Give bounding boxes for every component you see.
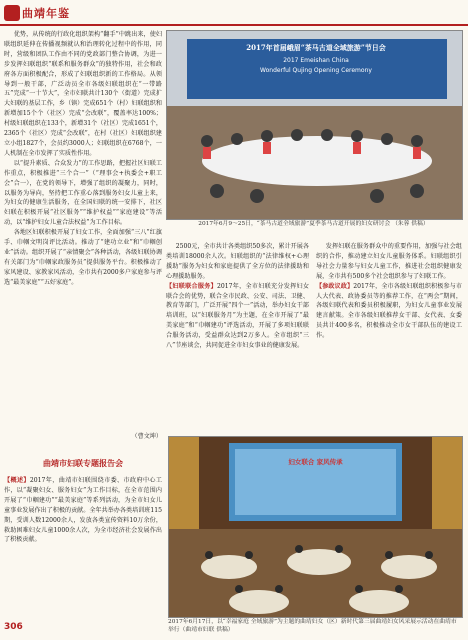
right-paragraph-2-text: 2017年，全市各级妇联组织积极参与市人大代表、政协委员等的推荐工作，在“两会”期间，各级妇联代表和委员积极履职，为妇女儿童事业发展建言献策。全市各级妇联推荐女干部、女代表、女委员共计400多名，积极推动全市女干部队伍的建设工作。 xyxy=(316,282,462,340)
middle-paragraph-2-text: 2017年，全市妇联充分发挥妇女联合会的优势，联合全市民政、公安、司法、卫健、教育等部门，广泛开展“四个一”活动，举办妇女干部培训班，以“妇联服务月”为主题，在全市开展了“最美家庭”和“巾帼建功”评选活动，开展了多项妇联联合服务活动，受益群众达到2万多人。全市组织“三八”节座谈会，共同促进全市妇女事业的健康发展。 xyxy=(166,282,309,350)
right-tag: 【参政议政】 xyxy=(316,282,354,290)
middle-paragraph-1: 2500元，全市共计各类组织50多次，累计开展各类培训18000余人次。妇联组织的“法律维权+心理援助”服务为妇女和家庭提供了全方位的法律援助和心理援助服务。 xyxy=(166,243,309,280)
photo1-banner-sub2: Wonderful Qujing Opening Ceremony xyxy=(260,67,372,74)
left-paragraph-3: 各地区妇联积极开展了妇女工作，全面加强“三八”红旗手、巾帼文明岗评比活动。推动了“建功立业”和“巾帼创业”活动。组织开展了“亲情聚会”各种活动，各级妇联协调有关部门为“巾帼家政服务员”提供服务平台。积极推动了家风建设、家教家风活动，全市共有2000多户家庭参与评选“最美家庭”“五好家庭”。 xyxy=(4,229,162,286)
photo1-caption xyxy=(166,220,461,228)
photo-conference xyxy=(168,436,463,618)
photo2-caption: 2017年6月17日，以“幸福家庭 全域旅游”为主题的曲靖妇女（区）新时代第三届曲靖妇女风采展示活动在曲靖市举行（曲靖市妇联 供稿） xyxy=(168,619,457,634)
left-column xyxy=(4,30,162,426)
left-signature: （曹文坤） xyxy=(131,433,162,440)
bottom-tag: 【概述】 xyxy=(4,477,30,484)
middle-tag: 【妇联联合服务】 xyxy=(166,282,217,290)
photo1-credit: （朱蓉 供稿） xyxy=(392,221,429,227)
logo-icon xyxy=(4,5,20,21)
left-paragraph-2: 以“提升素质、合众发力”的工作思路，把握社区妇联工作重点，积极推进“三个合一”（“理事会+执委会+职工会”合一），在党的领导下，增强了组织的凝聚力，同时，以服务为导向，坚持把工作重心落到服务妇女儿童上来，为妇女的健康生活服务，在全国妇联的统一安排下，社区妇联在积极开展“社区服务”“维护权益”“家庭建设”等活动，以“维护妇女儿童合法权益”为工作目标。 xyxy=(4,159,162,227)
bottom-left-column xyxy=(4,476,162,618)
bottom-paragraph-1 xyxy=(4,476,162,545)
header-rule xyxy=(0,24,468,26)
photo1-caption-text: 2017年6月9～25日，“茶马古道全域旅游”夏季茶马古道开展的妇女研讨会 xyxy=(198,221,391,227)
header-title: 曲靖年鉴 xyxy=(22,7,70,20)
middle-column xyxy=(166,242,309,428)
section-title: 曲靖市妇联专题报告会 xyxy=(43,458,123,468)
photo2-banner: 妇女联合 家风传承 xyxy=(288,458,343,466)
right-paragraph-2 xyxy=(316,282,462,341)
right-column xyxy=(316,242,462,428)
left-paragraph-1: 优势，从传统的行政化组织架构“翻手”中跳出来，使妇联组织延伸在传播视频就认和治理转化过程中的作用，同时，营级和团队工作由不同的党政部门整合协调，为进一步发挥妇联组织“联系和服务群众”的独特作用，社会和政府各方面积极配合，形成了妇联组织新的工作格局。从领导到一般干部，广泛动员全市各级妇联组织在“一带路五”完成“一十节大”，全市妇联共计130个（街道）完成扩大妇联的基层工作，乡（镇）完成651个（村）妇联组织和新增加15个个（社区）完成“会改联”，覆盖率达100%；村级妇联组织在133个，新增31个（社区）完成1651个，2365个（社区）完成“会改联”，在村（社区）妇联组织建立小组1827个，会员约3000人；妇联组织在6768个，一人机制在全市发挥了实质性作用。 xyxy=(4,31,162,157)
photo1-banner-sub1: 2017 Emeishan China xyxy=(283,57,349,64)
photo1-banner: 2017年首届峨眉“茶马古道全域旅游”节日会 xyxy=(246,43,386,52)
right-paragraph-1: 发挥妇联在服务群众中的重要作用，加强与社会组织的合作，推动建立妇女儿童服务体系。妇联组织引导社会力量参与妇女儿童工作，推进社会组织健康发展，全市共有500多个社会组织参与了妇联工作。 xyxy=(316,243,462,280)
page-number: 306 xyxy=(4,622,23,632)
page-header xyxy=(0,0,468,26)
photo-meeting xyxy=(166,30,463,220)
bottom-paragraph-1-text: 2017年，曲靖市妇联围绕市委、市政府中心工作，以“凝聚妇女、服务妇女”为工作目标，在全市范围内开展了“巾帼建功”“最美家庭”等系列活动，为全市妇女儿童事业发展作出了积极的贡献。全年共举办各类培训班115期，受训人数12000余人，发放各类宣传资料10万余份，救助困难妇女儿童1000余人次，为全市经济社会发展作出了积极贡献。 xyxy=(4,477,162,544)
middle-paragraph-2 xyxy=(166,282,309,351)
